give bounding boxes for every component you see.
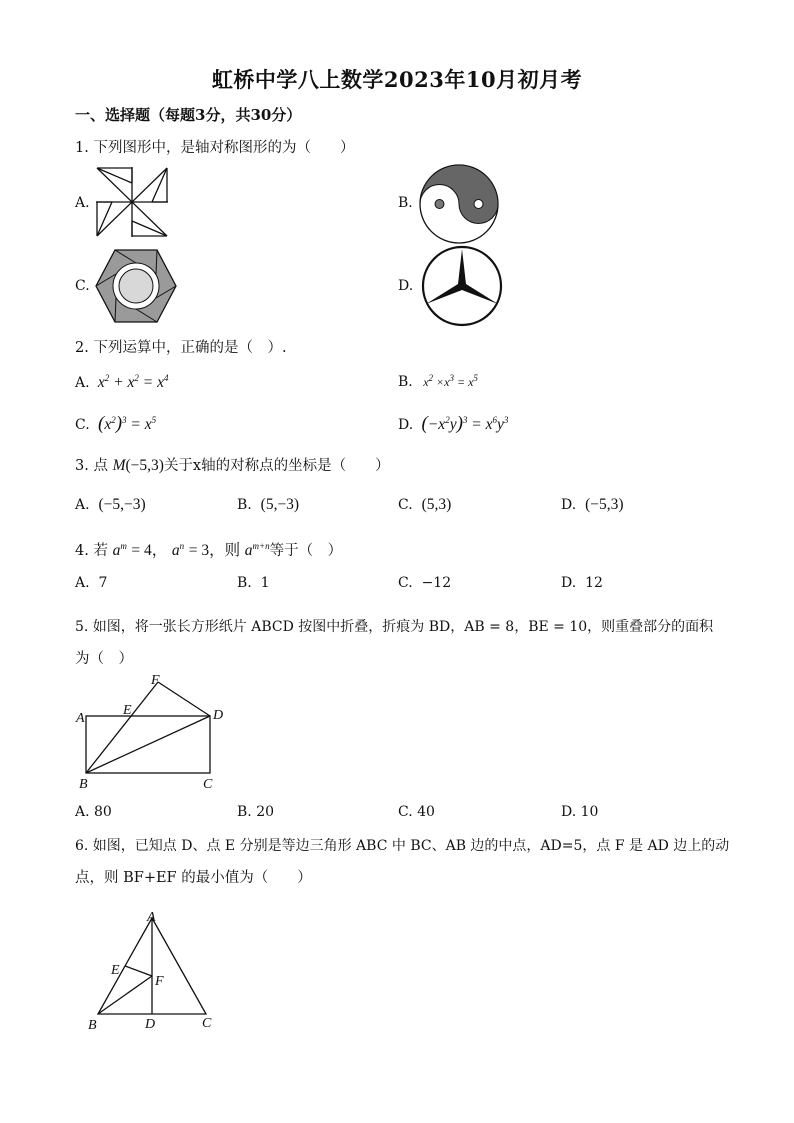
q2-stem: 2. 下列运算中，正确的是（ ）. <box>75 340 287 356</box>
q3-option-c-value: (5,3) <box>421 496 452 513</box>
q2-option-a-label: A. <box>75 375 90 392</box>
q4-stem-pre: 4. 若 <box>75 543 108 559</box>
q5-option-d-label: D. <box>561 804 577 820</box>
q6-label-e: E <box>111 963 120 978</box>
q2-option-d[interactable] <box>398 413 508 435</box>
q3-option-a[interactable] <box>75 496 146 514</box>
q3-option-d[interactable] <box>561 496 624 514</box>
q3-stem-pre: 3. 点 <box>75 458 108 474</box>
q5-label-f: F <box>151 673 160 688</box>
q3-option-c-label: C. <box>398 497 413 513</box>
q6-label-a: A <box>147 910 156 925</box>
q4-option-d-label: D. <box>561 575 577 591</box>
q4-expr-amn: $a^{m+n}$ <box>244 540 270 559</box>
q2-option-b[interactable] <box>398 373 478 390</box>
q4-option-b-label: B. <box>237 575 252 591</box>
section-heading: 一、选择题（每题3分，共30分） <box>75 106 302 124</box>
q5-option-d-value: 10 <box>580 804 599 820</box>
q5-label-e: E <box>123 703 132 718</box>
q5-option-c-value: 40 <box>417 804 435 820</box>
q4-option-a-label: A. <box>75 575 90 591</box>
q2-option-b-label: B. <box>398 374 413 390</box>
q2-option-b-expr: $x^2 \times x^3 = x^5$ <box>417 373 478 389</box>
q5-stem-line2: 为（ ） <box>75 651 133 667</box>
q3-point: M <box>112 457 126 474</box>
q1-option-d-label[interactable]: D. <box>398 278 414 294</box>
q5-option-a-value: 80 <box>94 804 112 820</box>
q3-option-d-value: (−5,3) <box>585 496 624 513</box>
q4-cond1: = 4， <box>131 542 168 559</box>
q6-label-b: B <box>88 1018 97 1033</box>
q3-option-b-value: (5,−3) <box>260 496 300 513</box>
q5-option-a[interactable] <box>75 804 112 820</box>
q2-option-d-expr: $(-x^2y)^3 = x^6y^3$ <box>421 413 509 434</box>
q1-option-c-label[interactable]: C. <box>75 278 90 294</box>
yin-yang-figure <box>418 163 500 245</box>
q3-stem-post: 关于x轴的对称点的坐标是（ ） <box>163 458 390 474</box>
q5-option-d[interactable] <box>561 804 598 820</box>
q6-label-d: D <box>145 1017 156 1032</box>
q5-label-b: B <box>79 777 88 792</box>
q2-option-c-expr: $(x^2)^3 = x^5$ <box>98 413 157 434</box>
q6-stem-line1: 6. 如图，已知点 D、点 E 分别是等边三角形 ABC 中 BC、AB 边的中点，AD=5，点 F 是 AD 边上的动 <box>75 838 730 854</box>
q4-expr-am: $a^m$ <box>112 540 127 559</box>
q5-label-d: D <box>213 708 224 723</box>
q4-stem-post: 等于（ ） <box>269 543 343 559</box>
hexagon-figure <box>94 248 178 324</box>
q6-label-f: F <box>155 974 164 989</box>
q5-stem-line1: 5. 如图，将一张长方形纸片 ABCD 按图中折叠，折痕为 BD，AB = 8，BE = 10，则重叠部分的面积 <box>75 619 714 635</box>
q4-cond2: = 3，则 <box>188 542 241 559</box>
q4-option-a-value: 7 <box>98 575 108 591</box>
q2-option-a-expr: $x^2 + x^2 = x^4$ <box>94 373 169 392</box>
q3-option-a-value: (−5,−3) <box>98 496 146 513</box>
page-title: 虹桥中学八上数学2023年10月初月考 <box>211 67 583 92</box>
q4-option-c-value: −12 <box>421 575 452 591</box>
pinwheel-figure <box>94 165 170 239</box>
q4-option-d[interactable] <box>561 575 603 591</box>
q5-option-c[interactable] <box>398 804 435 820</box>
q5-option-b-label: B. <box>237 804 252 820</box>
q4-option-a[interactable] <box>75 575 107 591</box>
q6-stem-line2: 点，则 BF+EF 的最小值为（ ） <box>75 870 312 886</box>
q5-option-b[interactable] <box>237 804 274 820</box>
q5-figure <box>74 670 234 794</box>
q1-option-b-label[interactable]: B. <box>398 195 413 211</box>
q3-stem <box>75 454 390 475</box>
q3-option-c[interactable] <box>398 496 451 514</box>
q4-option-b-value: 1 <box>260 575 270 591</box>
q3-option-b[interactable] <box>237 496 299 514</box>
q2-option-c[interactable] <box>75 413 156 435</box>
q2-option-c-label: C. <box>75 417 90 433</box>
q3-coords: (−5,3) <box>125 457 164 474</box>
q5-label-c: C <box>203 777 213 792</box>
q3-option-b-label: B. <box>237 497 252 513</box>
q1-option-a-label[interactable]: A. <box>75 195 90 211</box>
q5-option-b-value: 20 <box>256 804 275 820</box>
q5-option-c-label: C. <box>398 804 413 820</box>
q2-option-a[interactable] <box>75 373 168 392</box>
q3-option-d-label: D. <box>561 497 577 513</box>
q4-option-d-value: 12 <box>585 575 603 591</box>
three-point-star-figure <box>420 244 504 328</box>
q4-option-c[interactable] <box>398 575 451 591</box>
q5-label-a: A <box>76 711 85 726</box>
q6-figure <box>84 908 224 1034</box>
q4-option-c-label: C. <box>398 575 413 591</box>
q1-stem: 1. 下列图形中，是轴对称图形的为（ ） <box>75 140 355 156</box>
q4-option-b[interactable] <box>237 575 270 591</box>
q2-option-d-label: D. <box>398 417 414 433</box>
q4-expr-an: $a^n$ <box>171 540 185 559</box>
q4-stem <box>75 538 342 560</box>
q5-option-a-label: A. <box>75 804 90 820</box>
q3-option-a-label: A. <box>75 497 90 513</box>
q6-label-c: C <box>202 1016 212 1031</box>
